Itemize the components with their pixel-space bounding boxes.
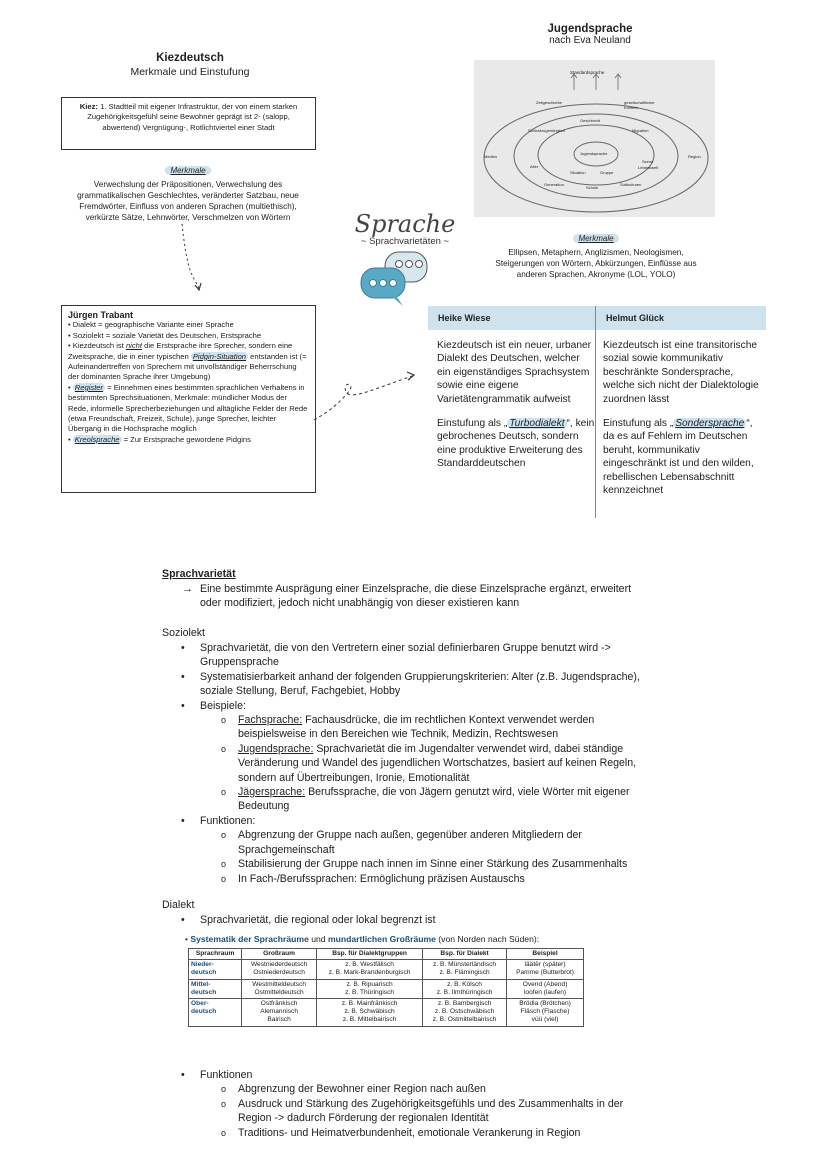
table-row: Ober- deutsch Ostfränkisch Alemannisch Bairisch z. B. Mainfränkisch z. B. Schwäbisch z. B. Mittelbairisch z. B. Bambergisch z. B. Ostschwäbisch z. B. Ostmittelbairisch Brödla (Brötchen) Fläsch (Flasche) vüü (viel) [189, 999, 584, 1027]
dialect-table [188, 948, 584, 1027]
trabant-line-5: • Kreolsprache = Zur Erstsprache gewordene Pidgins [68, 434, 251, 444]
glueck-p2: Einstufung als „ Sondersprache “, da es auf Fehlern im Deutschen beruht, kommunikativ eingeschränkt ist und den wilden, rebellischen Lebensabschnitt kennzeichnet [603, 418, 754, 497]
soziolekt-item-1: • Sprachvarietät, die von den Vertretern einer sozial definierbaren Gruppe benutzt wird -> Gruppensprache [200, 641, 640, 670]
sprache-title: Sprache [354, 210, 456, 238]
th-dialekt: Bsp. für Dialekt [423, 949, 507, 960]
arrow-down-icon [170, 222, 210, 292]
dialekt-funktion-2: o Ausdruck und Stärkung des Zugehörigkeitsgefühls und des Zusammenhalts in der Region -> dadurch Förderung der regionalen Identität [238, 1097, 640, 1126]
dialekt-item-2: • Funktionen [200, 1068, 640, 1082]
diagram-ellipses [474, 60, 715, 217]
wiese-text [437, 339, 595, 471]
jugend-subtitle: nach Eva Neuland [549, 35, 631, 46]
trabant-line-3: • Kiezdeutsch ist nicht die Erstsprache ihre Sprecher, sondern eine Zweitsprache, die in einer typischen Pidgin-Situation entstanden ist (= Aufeinandertreffen von Sprechern mit unvollständiger Beherrschung der dominanten Sprache ihrer Umgebung) [68, 341, 307, 382]
table-header-row [189, 949, 584, 960]
table-row: Nieder- deutsch Westniederdeutsch Ostniederdeutsch z. B. Westfälisch z. B. Mark-Brandenburgisch z. B. Münsterländisch z. B. Flämingisch läätēr (später) Pamme (Butterbrot) [189, 960, 584, 979]
trabant-title: Jürgen Trabant [68, 310, 134, 320]
soziolekt-title: Soziolekt [162, 627, 205, 639]
jugend-merkmale [485, 228, 707, 280]
dialekt-funktion-3: o Traditions- und Heimatverbundenheit, emotionale Verankerung in Region [238, 1126, 640, 1140]
column-divider [595, 306, 596, 518]
jugend-diagram: Standardsprache Zeitgeschichte gesellschaftlicher Kontext Geschlecht Schichtzugehörigkeit Migration Medien Region Jugendsprache Alter Situation Gruppe Szene Lebenswelt Generation Schule Subkulturen [474, 60, 715, 217]
varietaet-text: Eine bestimmte Ausprägung einer Einzelsprache, die diese Einzelsprache ergänzt, erweitert oder modifiziert, jedoch nicht unabhängig von dieser existieren kann [200, 583, 632, 610]
kiez-merkmale-label: Merkmale [165, 166, 210, 175]
kiez-definition-box [61, 97, 316, 150]
glueck-header: Helmut Glück [596, 306, 766, 330]
wiese-p1: Kiezdeutsch ist ein neuer, urbaner Dialekt des Deutschen, welcher ein eigenständiges Sprachsystem sowie eine eigene Varietätengrammatik aufweist [437, 340, 592, 405]
th-grossraum: Großraum [242, 949, 317, 960]
dialekt-funktion-1: o Abgrenzung der Bewohner einer Region nach außen [238, 1082, 640, 1096]
soziolekt-item-4: • Funktionen: [200, 814, 640, 828]
dialekt-title: Dialekt [162, 899, 195, 911]
jugend-title: Jugendsprache [547, 23, 633, 35]
varietaet-title: Sprachvarietät [162, 568, 236, 580]
dialekt-item-1: • Sprachvarietät, die regional oder lokal begrenzt ist [200, 913, 640, 927]
kiez-def-label: Kiez: [79, 102, 98, 111]
jugend-heading [525, 23, 655, 46]
table-title: • Systematik der Sprachräume und mundartlichen Großräume (von Norden nach Süden): [185, 934, 540, 944]
sprache-logo [345, 210, 465, 247]
kiez-title: Kiezdeutsch [156, 52, 224, 64]
soziolekt-item-3: • Beispiele: [200, 699, 640, 713]
funktion-1: o Abgrenzung der Gruppe nach außen, gegenüber anderen Mitgliedern der Sprachgemeinschaft [238, 828, 640, 857]
trabant-line-4: • Register = Einnehmen eines bestimmten sprachlichen Verhaltens in bestimmten Sprechsituationen, Merkmale: mündlicher Modus der Rede, informelle Sprecherbeziehungen und alltägliche Felder der Rede (etwa Freundschaft, Freizeit, Schule), junge Sprecher, leichter Übergang in die Hochsprache möglich [68, 382, 308, 434]
kiez-subtitle: Merkmale und Einstufung [130, 66, 250, 78]
th-dialektgruppen: Bsp. für Dialektgruppen [317, 949, 423, 960]
beispiel-jugendsprache: o Jugendsprache: Sprachvarietät die im Jugendalter verwendet wird, dabei ständige Veränderung und Wandel des jugendlichen Wortschatzes, basiert auf keinen Regeln, sondern auf Übertreibungen, Ironie, Emotionalität [238, 742, 640, 785]
kiez-def-text: 1. Stadtteil mit eigener Infrastruktur, der von einem starken Zugehörigkeitsgefühl seine Bewohner geprägt ist 2- (salopp, abwertend) Vergnügung-, Rotlichtviertel einer Stadt [87, 102, 298, 132]
kiez-merkmale-text: Verwechslung der Präpositionen, Verwechslung des grammatikalischen Geschlechtes, veränderter Satzbau, neue Fremdwörter, Einfluss von anderen Sprachen (multiethisch), verkürzte Sätze, Lehnwörter, Verschmelzen von Wörtern [77, 180, 299, 222]
kiez-merkmale [62, 160, 314, 223]
connector-arrow-icon [312, 360, 422, 430]
glueck-text [603, 339, 765, 497]
dialekt-funktionen [200, 1068, 640, 1140]
trabant-box [61, 305, 316, 493]
beispiel-jaegersprache: o Jägersprache: Berufssprache, die von Jägern genutzt wird, viele Wörter mit eigener Bedeutung [238, 785, 640, 814]
trabant-line-2: • Soziolekt = soziale Varietät des Deutschen, Erstsprache [68, 330, 262, 340]
jugend-merkmale-text: Ellipsen, Metaphern, Anglizismen, Neologismen, Steigerungen von Wörtern, Abkürzungen, Einflüsse aus anderen Sprachen, Akronyme (LOL, YOLO) [495, 248, 697, 279]
beispiel-fachsprache: o Fachsprache: Fachausdrücke, die im rechtlichen Kontext verwendet werden beispielsweise in den Bereichen wie Technik, Medizin, Rechtswesen [238, 713, 640, 742]
glueck-p1: Kiezdeutsch ist eine transitorische sozial sowie kommunikativ beschränkte Sondersprache, welche sich nicht der Dialektologie zuordnen lässt [603, 340, 759, 405]
trabant-line-1: • Dialekt = geographische Variante einer Sprache [68, 320, 234, 330]
th-beispiel: Beispiel [507, 949, 584, 960]
wiese-header: Heike Wiese [428, 306, 595, 330]
arrow-right-icon: → [182, 583, 193, 595]
soziolekt-item-2: • Systematisierbarkeit anhand der folgenden Gruppierungskriterien: Alter (z.B. Jugendsprache), soziale Stellung, Beruf, Fachgebiet, Hobby [200, 670, 640, 699]
funktion-3: o In Fach-/Berufssprachen: Ermöglichung präzisen Austauschs [238, 872, 640, 886]
kiez-heading [90, 52, 290, 78]
sprache-subtitle: ~ Sprachvarietäten ~ [360, 236, 450, 247]
jugend-merkmale-label: Merkmale [573, 234, 618, 243]
wiese-p2: Einstufung als „ Turbodialekt “, kein gebrochenes Deutsch, sondern eine produktive Erweiterung des Standarddeutschen [437, 418, 595, 470]
th-sprachraum: Sprachraum [189, 949, 242, 960]
table-row: Mittel- deutsch Westmitteldeutsch Ostmitteldeutsch z. B. Ripuarisch z. B. Thüringisch z. B. Kölsch z. B. Ilmthüringisch Ovend (Abend) loofen (laufen) [189, 979, 584, 998]
funktion-2: o Stabilisierung der Gruppe nach innen im Sinne einer Stärkung des Zusammenhalts [238, 857, 640, 871]
soziolekt-list [200, 641, 640, 886]
